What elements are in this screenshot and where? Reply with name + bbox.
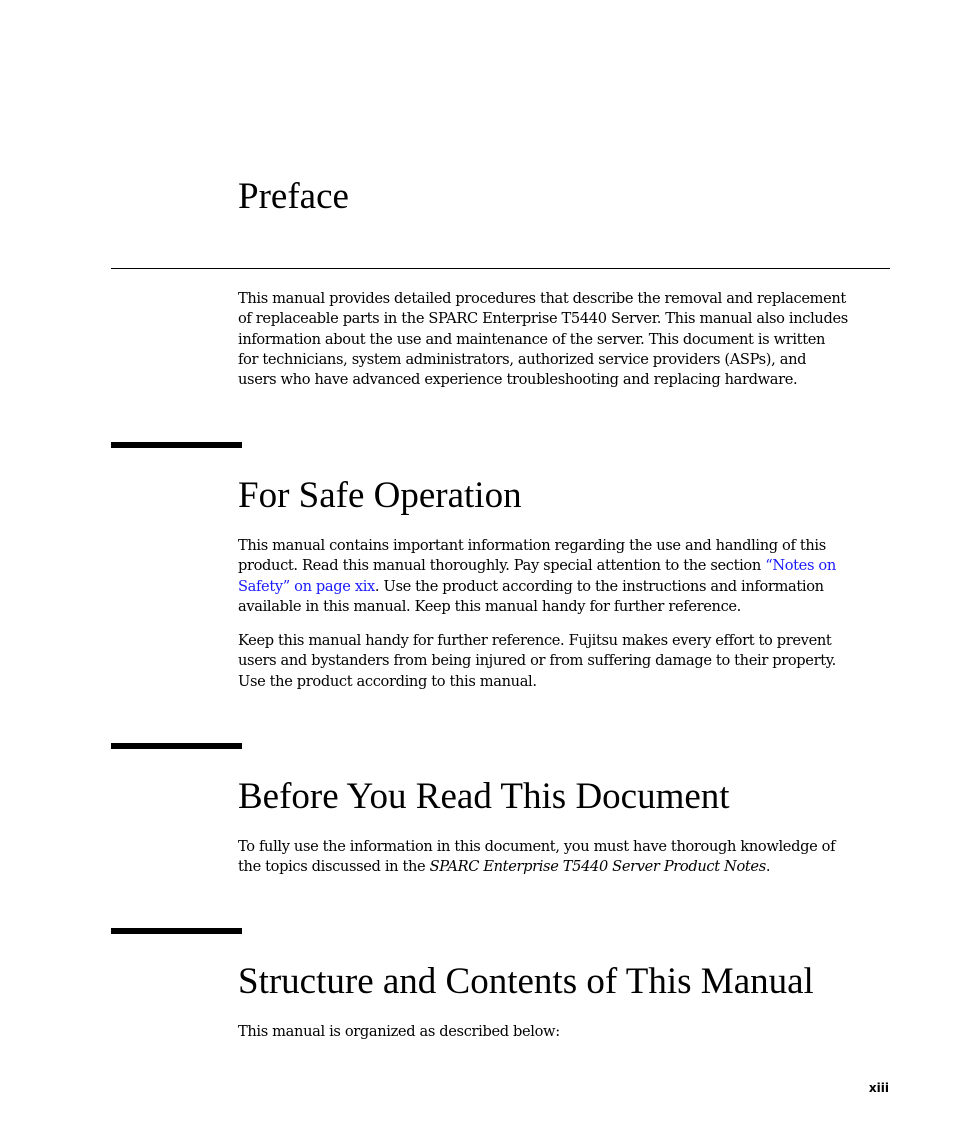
text-line: information about the use and maintenance of the server. This document is written [238,330,826,348]
preface-heading: Preface [238,176,349,217]
text-segment: . [765,858,771,876]
text-line [238,556,890,576]
notes-on-safety-link[interactable]: “Notes on [765,557,836,575]
text-line: of replaceable parts in the SPARC Enterprise T5440 Server. This manual also includes [238,310,848,328]
section-bar [111,743,242,749]
text-line: To fully use the information in this document, you must have thorough knowledge of [238,838,836,855]
structure-intro-paragraph [238,1022,890,1042]
notes-on-safety-link-continued[interactable]: Safety” on page xix [238,577,375,595]
section-bar [111,442,242,448]
text-line: for technicians, system administrators, authorized service providers (ASPs), and [238,350,807,368]
text-line [238,857,890,877]
page-number: xiii [868,1081,889,1095]
text-line: This manual is organized as described below: [238,1023,560,1040]
heading-rule [111,268,890,269]
text-segment: product. Read this manual thoroughly. Pay special attention to the section [238,557,766,575]
before-read-paragraph [238,837,890,878]
text-line [238,577,890,597]
text-line: Use the product according to this manual. [238,672,537,690]
safe-operation-heading: For Safe Operation [238,475,522,516]
structure-heading: Structure and Contents of This Manual [238,961,814,1002]
safe-operation-paragraph-2 [238,631,890,692]
safe-operation-paragraph-1 [238,536,890,617]
preface-intro-paragraph [238,289,890,390]
text-segment: the topics discussed in the [238,858,430,876]
text-line: This manual provides detailed procedures that describe the removal and replacement [238,290,846,307]
text-line: Keep this manual handy for further reference. Fujitsu makes every effort to prevent [238,632,832,649]
text-line: This manual contains important information regarding the use and handling of this [238,537,826,554]
text-segment: . Use the product according to the instructions and information [374,577,824,595]
text-line: users and bystanders from being injured or from suffering damage to their property. [238,652,836,670]
section-bar [111,928,242,934]
text-line: users who have advanced experience troubleshooting and replacing hardware. [238,371,798,389]
before-read-heading: Before You Read This Document [238,776,730,817]
text-line: available in this manual. Keep this manual handy for further reference. [238,597,741,615]
product-notes-title: SPARC Enterprise T5440 Server Product Notes [429,858,766,876]
